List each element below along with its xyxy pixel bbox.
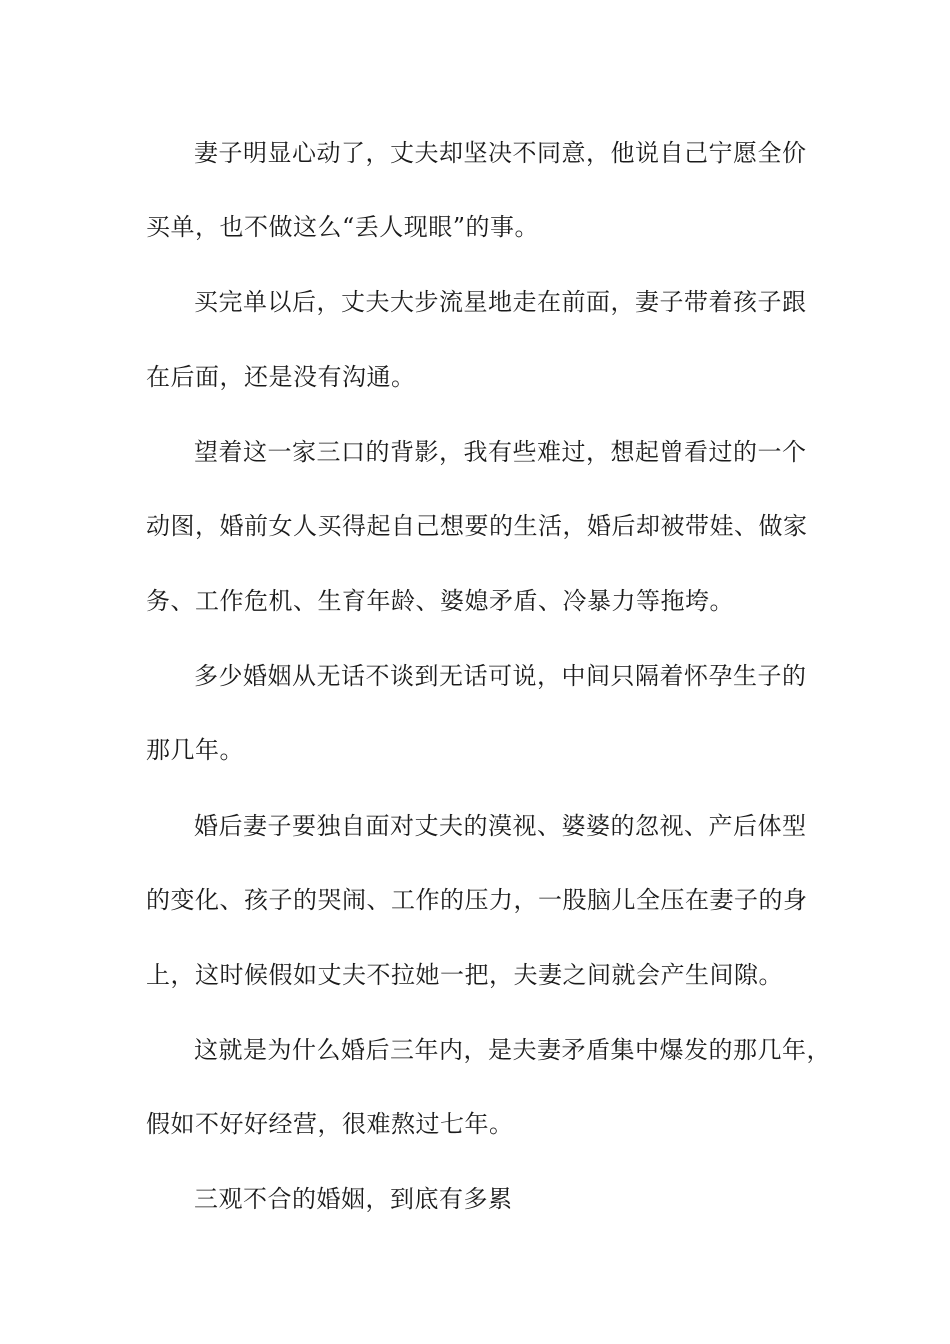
- paragraph-2-line-1: 买完单以后，丈夫大步流星地走在前面，妻子带着孩子跟: [194, 288, 807, 316]
- paragraph-5-line-1: 婚后妻子要独自面对丈夫的漠视、婆婆的忽视、产后体型: [194, 812, 807, 840]
- paragraph-4-line-1: 多少婚姻从无话不谈到无话可说，中间只隔着怀孕生子的: [194, 662, 807, 690]
- paragraph-5-line-3: 上，这时候假如丈夫不拉她一把，夫妻之间就会产生间隙。: [146, 961, 783, 989]
- paragraph-6-line-1: 这就是为什么婚后三年内，是夫妻矛盾集中爆发的那几年，: [194, 1036, 831, 1064]
- paragraph-3-line-1: 望着这一家三口的背影，我有些难过，想起曾看过的一个: [194, 438, 807, 466]
- paragraph-3-line-2: 动图，婚前女人买得起自己想要的生活，婚后却被带娃、做家: [146, 512, 808, 540]
- paragraph-6-line-2: 假如不好好经营，很难熬过七年。: [146, 1110, 514, 1138]
- section-heading: 三观不合的婚姻，到底有多累: [194, 1185, 513, 1213]
- paragraph-2-line-2: 在后面，还是没有沟通。: [146, 363, 416, 391]
- paragraph-4-line-2: 那几年。: [146, 736, 244, 764]
- paragraph-1-line-2: 买单，也不做这么“丢人现眼”的事。: [146, 213, 540, 241]
- paragraph-5-line-2: 的变化、孩子的哭闹、工作的压力，一股脑儿全压在妻子的身: [146, 886, 808, 914]
- paragraph-3-line-3: 务、工作危机、生育年龄、婆媳矛盾、冷暴力等拖垮。: [146, 587, 734, 615]
- paragraph-1-line-1: 妻子明显心动了，丈夫却坚决不同意，他说自己宁愿全价: [194, 139, 807, 167]
